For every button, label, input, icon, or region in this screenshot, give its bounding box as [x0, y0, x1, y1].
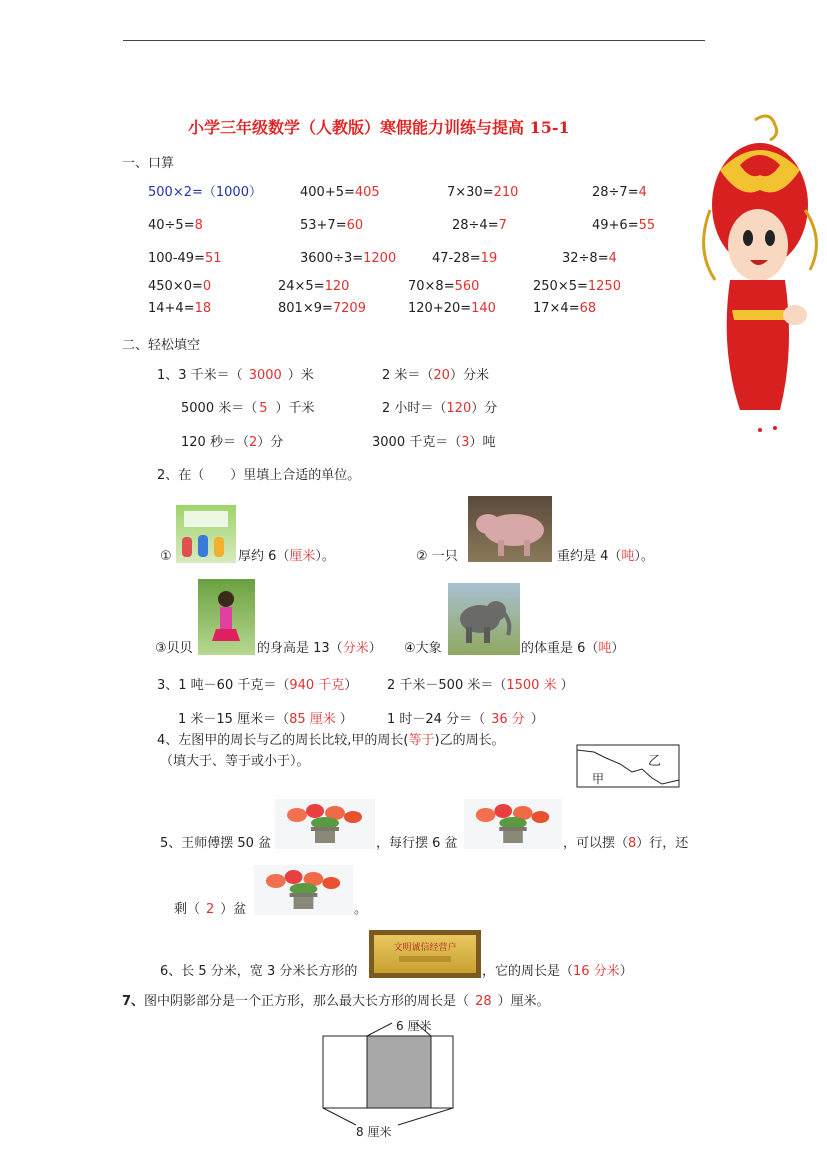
- region-label-jia: 甲: [592, 772, 605, 786]
- q6-text-end: ，它的周长是（16 分米）: [482, 964, 633, 979]
- oral-calc-item: [300, 251, 396, 267]
- q3-row1-b: 2 千米－500 米＝（1500 米 ）: [387, 678, 574, 693]
- oral-calc-answer: 60: [346, 218, 364, 233]
- oral-calc-item: [148, 279, 211, 295]
- hippo-image: [468, 496, 552, 562]
- oral-calc-question: 400+5=: [300, 185, 355, 200]
- q1-row1-a: 1、3 千米＝（ 3000 ）米: [157, 368, 314, 383]
- q5-period: 。: [354, 902, 368, 917]
- q1-row2-a: 5000 米＝（ 5 ）千米: [181, 401, 315, 416]
- oral-calc-question: 450×0=: [148, 279, 203, 294]
- oral-calc-item: [408, 301, 496, 317]
- flower-pot-image-2: [464, 799, 562, 849]
- girl-photo: [198, 579, 255, 655]
- oral-calc-item: [432, 251, 497, 267]
- oral-calc-answer: 19: [480, 251, 498, 266]
- q5-text-start: 5、王师傅摆 50 盆: [160, 836, 272, 851]
- oral-calc-answer: 7: [498, 218, 507, 233]
- oral-calc-answer: 18: [194, 301, 212, 316]
- q1-row3-b: 3000 千克＝（3）吨: [372, 435, 496, 450]
- oral-calc-answer: 210: [493, 185, 519, 200]
- q6-text-start: 6、长 5 分米，宽 3 分米长方形的: [160, 964, 358, 979]
- q2-intro: 2、在（ ）里填上合适的单位。: [157, 468, 361, 483]
- oral-calc-question: 14+4=: [148, 301, 195, 316]
- oral-calc-answer: （1000）: [202, 185, 262, 200]
- q3-row2-a: 1 米－15 厘米＝（85 厘米 ）: [178, 712, 353, 727]
- oral-calc-question: 250×5=: [533, 279, 588, 294]
- oral-calc-question: 28÷4=: [452, 218, 499, 233]
- oral-calc-item: [148, 218, 203, 234]
- q7-bottom-label: 8 厘米: [356, 1125, 392, 1139]
- q2-item1-text: 厚约 6（厘米）。: [238, 549, 335, 564]
- oral-calc-question: 70×8=: [408, 279, 455, 294]
- oral-calc-item: [148, 185, 262, 201]
- plaque-text: 文明诚信经营户: [393, 943, 457, 953]
- oral-calc-item: [300, 218, 363, 234]
- oral-calc-answer: 0: [202, 279, 212, 294]
- page-title: 小学三年级数学（人教版）寒假能力训练与提高 15-1: [188, 118, 570, 137]
- oral-calc-answer: 560: [454, 279, 480, 294]
- q2-item3-text: 的身高是 13（分米）: [257, 641, 382, 656]
- q7-text: 7、图中阴影部分是一个正方形，那么最大长方形的周长是（ 28 ）厘米。: [122, 994, 550, 1009]
- oral-calc-question: 49+6=: [592, 218, 639, 233]
- plaque-image: [369, 930, 481, 978]
- q1-row2-b: 2 小时＝（120）分: [382, 401, 498, 416]
- oral-calc-question: 28÷7=: [592, 185, 639, 200]
- oral-calc-answer: 7209: [332, 301, 366, 316]
- header-rule: [123, 40, 705, 41]
- region-label-yi: 乙: [648, 754, 662, 769]
- oral-calc-answer: 51: [204, 251, 222, 266]
- oral-calc-item: [592, 185, 647, 201]
- oral-calc-question: 53+7=: [300, 218, 347, 233]
- oral-calc-answer: 1200: [363, 251, 397, 266]
- oral-calc-answer: 4: [638, 185, 647, 200]
- q2-item2-text: 重约是 4（吨）。: [557, 549, 654, 564]
- oral-calc-answer: 4: [608, 251, 617, 266]
- q2-item1-prefix: ①: [160, 549, 172, 564]
- oral-calc-question: 801×9=: [278, 301, 333, 316]
- q2-item4-text: 的体重是 6（吨）: [521, 641, 625, 656]
- q1-row1-b: 2 米＝（20）分米: [382, 368, 489, 383]
- flower-pot-image-3: [254, 865, 353, 915]
- section-heading-fill: 二、轻松填空: [122, 338, 201, 353]
- oral-calc-answer: 140: [471, 301, 496, 316]
- q5-remainder-text: 剩（ 2 ）盆: [174, 902, 247, 917]
- oral-calc-answer: 55: [638, 218, 656, 233]
- oral-calc-item: [278, 279, 349, 295]
- oral-calc-item: [148, 301, 211, 317]
- flower-pot-image-1: [275, 799, 375, 849]
- oral-calc-question: 40÷5=: [148, 218, 195, 233]
- q7-top-label: 6 厘米: [396, 1019, 432, 1033]
- oral-calc-item: [148, 251, 222, 267]
- oral-calc-question: 47-28=: [432, 251, 481, 266]
- oral-calc-answer: 68: [579, 301, 597, 316]
- book-cover-image: [176, 505, 236, 563]
- oral-calc-answer: 120: [324, 279, 350, 294]
- q4-note: （填大于、等于或小于）。: [160, 754, 310, 769]
- oral-calc-item: [447, 185, 518, 201]
- q5-text-end: ，可以摆（8）行，还: [563, 836, 689, 851]
- oral-calc-answer: 8: [194, 218, 203, 233]
- q3-row2-b: 1 时－24 分＝（ 36 分 ）: [387, 712, 544, 727]
- oral-calc-question: 100-49=: [148, 251, 205, 266]
- q4-text: 4、左图甲的周长与乙的周长比较,甲的周长(等于)乙的周长。: [157, 733, 505, 748]
- oral-calc-question: 7×30=: [447, 185, 494, 200]
- q2-item3-prefix: ③贝贝: [155, 641, 193, 656]
- oral-calc-item: [562, 251, 617, 267]
- oral-calc-item: [592, 218, 655, 234]
- rectangle-figure: [320, 1018, 460, 1130]
- oral-calc-item: [300, 185, 380, 201]
- mascot-illustration: [700, 110, 820, 440]
- q3-row1-a: 3、1 吨－60 千克＝（940 千克）: [157, 678, 358, 693]
- oral-calc-item: [452, 218, 507, 234]
- oral-calc-question: 24×5=: [278, 279, 325, 294]
- q1-row3-a: 120 秒＝（2）分: [181, 435, 284, 450]
- oral-calc-question: 3600÷3=: [300, 251, 364, 266]
- oral-calc-item: [533, 301, 596, 317]
- oral-calc-item: [533, 279, 621, 295]
- section-heading-oral: 一、口算: [122, 156, 175, 171]
- q5-text-mid: ，每行摆 6 盆: [376, 836, 458, 851]
- oral-calc-answer: 405: [354, 185, 380, 200]
- oral-calc-question: 32÷8=: [562, 251, 609, 266]
- q2-item4-prefix: ④大象: [404, 641, 442, 656]
- oral-calc-item: [278, 301, 366, 317]
- oral-calc-question: 500×2=: [148, 185, 203, 200]
- oral-calc-question: 17×4=: [533, 301, 580, 316]
- oral-calc-answer: 1250: [587, 279, 621, 294]
- oral-calc-item: [408, 279, 479, 295]
- oral-calc-question: 120+20=: [408, 301, 472, 316]
- elephant-image: [448, 583, 520, 655]
- q2-item2-prefix: ② 一只: [416, 549, 458, 564]
